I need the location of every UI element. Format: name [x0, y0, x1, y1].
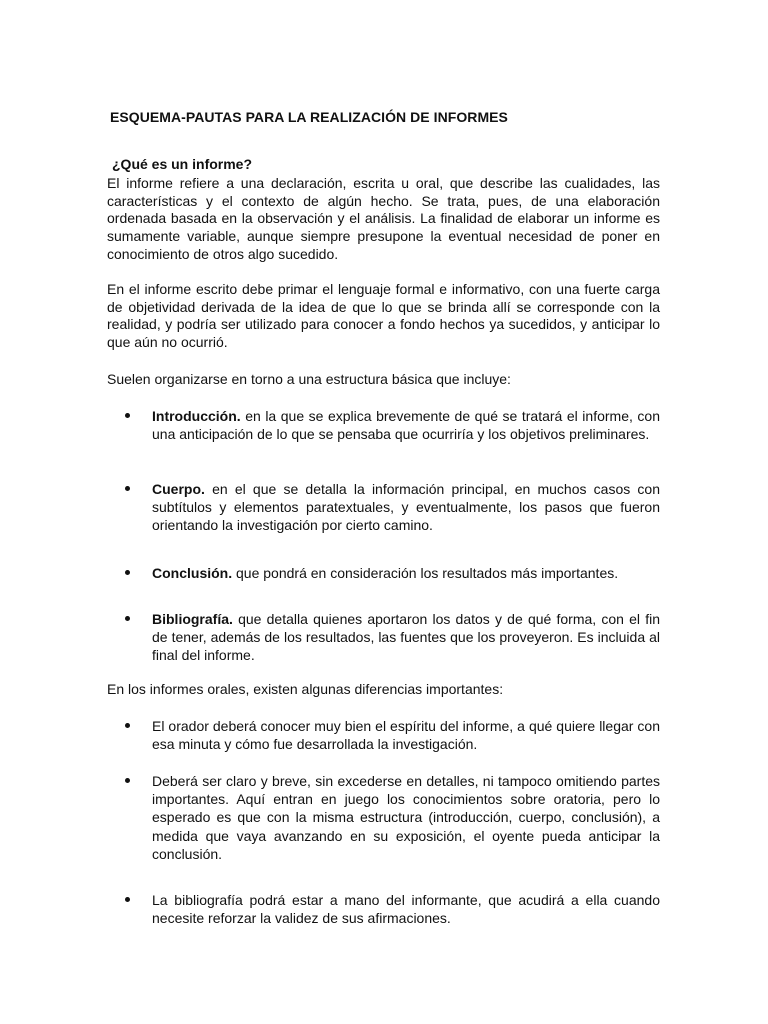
bullet-icon: [125, 486, 130, 491]
list-item-introduccion: [125, 407, 660, 443]
list-item-oral-2: [125, 772, 660, 863]
list-item-text: La bibliografía podrá estar a mano del informante, que acudirá a ella cuando necesite reforzar la validez de sus afirmaciones.: [152, 892, 660, 927]
list-item-cuerpo: [125, 480, 660, 535]
list-item-text: Deberá ser claro y breve, sin excederse en detalles, ni tampoco omitiendo partes importantes. Aquí entran en juego los conocimientos sobre oratoria, pero lo esperado es que con la misma estructura (introducción, cuerpo, conclusión), a medida que vaya avanzando en su exposición, el oyente pueda anticipar la conclusión.: [152, 773, 660, 862]
paragraph-definition: El informe refiere a una declaración, escrita u oral, que describe las cualidades, las características y el contexto de algún hecho. Se trata, pues, de una elaboración ordenada basada en la observación y el análisis. La finalidad de elaborar un informe es sumamente variable, aunque siempre presupone la eventual necesidad de poner en conocimiento de otros algo sucedido.: [107, 175, 660, 262]
list-item-body: en el que se detalla la información principal, en muchos casos con subtítulos y elementos paratextuales, y eventualmente, los pasos que fueron orientando la investigación por cierto camino.: [152, 481, 660, 534]
paragraph-structure-intro: Suelen organizarse en torno a una estructura básica que incluye:: [107, 371, 511, 387]
list-item-oral-3: [125, 891, 660, 927]
list-item-lead: Introducción.: [152, 408, 241, 424]
paragraph-written-report: En el informe escrito debe primar el lenguaje formal e informativo, con una fuerte carga de objetividad derivada de la idea de que lo que se brinda allí se corresponde con la realidad, y podría ser utilizado para conocer a fondo hechos ya sucedidos, y anticipar lo que aún no ocurrió.: [107, 281, 660, 351]
list-item-text: [152, 564, 660, 582]
bullet-icon: [125, 778, 130, 783]
list-item-bibliografia: [125, 610, 660, 665]
list-item-body: que pondrá en consideración los resultados más importantes.: [232, 565, 619, 581]
document-title: ESQUEMA-PAUTAS PARA LA REALIZACIÓN DE INFORMES: [110, 109, 508, 125]
list-item-oral-1: [125, 717, 660, 753]
list-item-conclusion: [125, 564, 660, 582]
bullet-icon: [125, 723, 130, 728]
section-heading: ¿Qué es un informe?: [112, 156, 253, 172]
list-item-text: [152, 480, 660, 535]
list-item-text: [152, 610, 660, 665]
list-item-body: en la que se explica brevemente de qué se tratará el informe, con una anticipación de lo que se pensaba que ocurriría y los objetivos preliminares.: [152, 408, 660, 443]
list-item-text: El orador deberá conocer muy bien el espíritu del informe, a qué quiere llegar con esa minuta y cómo fue desarrollada la investigación.: [152, 718, 660, 753]
bullet-icon: [125, 413, 130, 418]
list-item-lead: Cuerpo.: [152, 481, 205, 497]
list-item-lead: Bibliografía.: [152, 611, 233, 627]
paragraph-oral-intro: En los informes orales, existen algunas diferencias importantes:: [107, 681, 504, 697]
list-item-body: que detalla quienes aportaron los datos y de qué forma, con el fin de tener, además de los resultados, las fuentes que los proveyeron. Es incluida al final del informe.: [152, 611, 660, 664]
bullet-icon: [125, 570, 130, 575]
bullet-icon: [125, 897, 130, 902]
list-item-text: [152, 407, 660, 443]
list-item-lead: Conclusión.: [152, 565, 233, 581]
bullet-icon: [125, 616, 130, 621]
